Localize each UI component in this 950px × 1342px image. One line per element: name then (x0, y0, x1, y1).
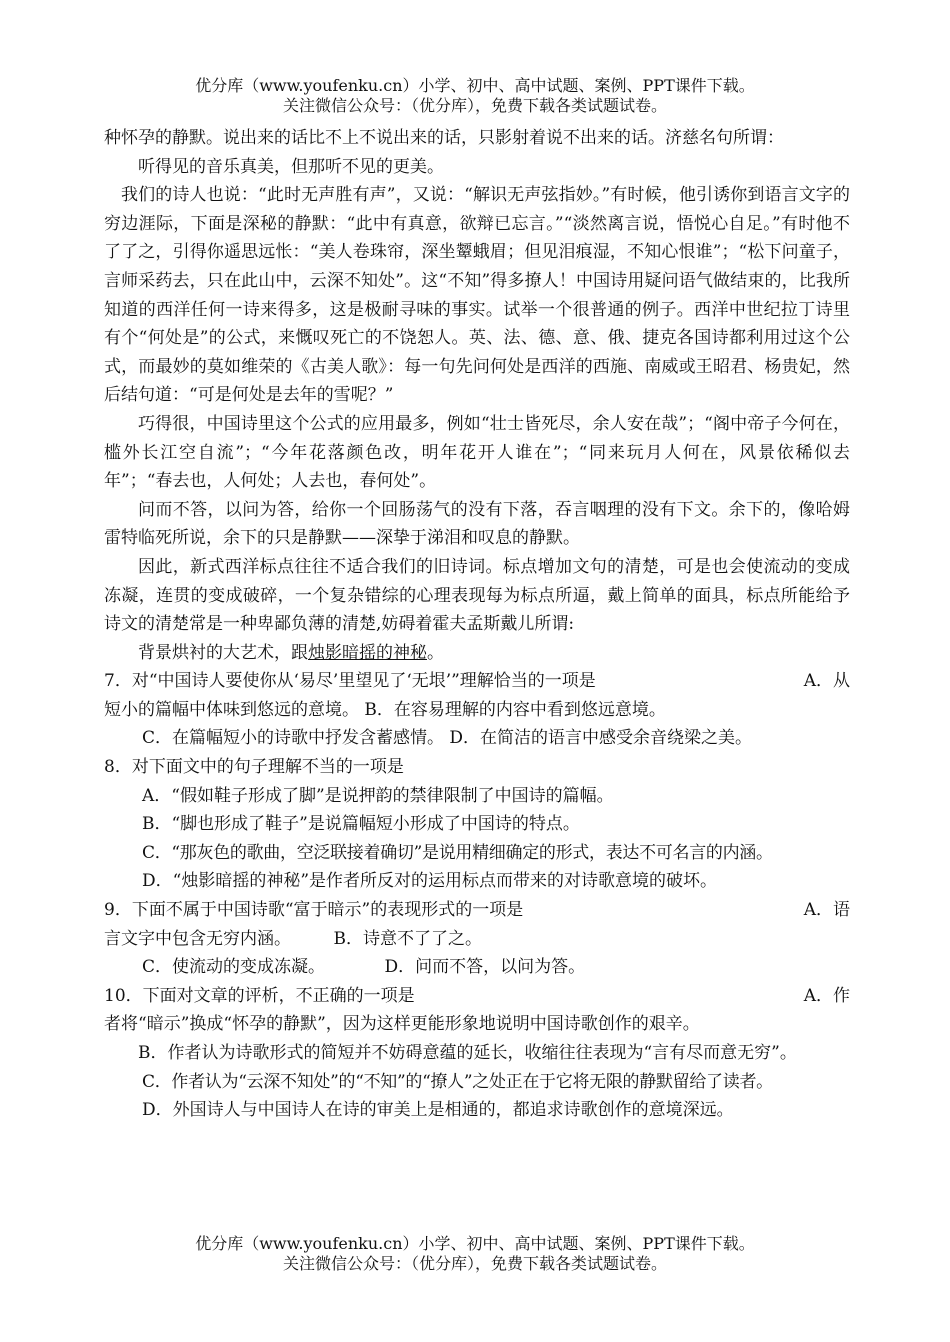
q8-option-d: D．“烛影暗摇的神秘”是作者所反对的运用标点而带来的对诗歌意境的破坏。 (142, 871, 718, 892)
footer-line-1: 优分库（www.youfenku.cn）小学、初中、高中试题、案例、PPT课件下载。 (195, 1234, 755, 1253)
q10-option-d: D．外国诗人与中国诗人在诗的审美上是相通的，都追求诗歌创作的意境深远。 (142, 1100, 734, 1121)
q9-options-line: C．使流动的变成冻凝。 D．问而不答，以问为答。 (142, 957, 586, 978)
header-line-1: 优分库（www.youfenku.cn）小学、初中、高中试题、案例、PPT课件下载。 (195, 76, 755, 95)
underlined-text: 烛影暗摇的神秘 (308, 642, 427, 663)
header-line-2: 关注微信公众号：（优分库），免费下载各类试题试卷。 (282, 96, 667, 115)
q10-stem: 10．下面对文章的评析，不正确的一项是 (104, 985, 415, 1006)
passage-paragraph: 我们的诗人也说：“此时无声胜有声”，又说：“解识无声弦指妙。”有时候，他引诱你到语言文字的穷边涯际，下面是深秘的静默：“此中有真意，欲辩已忘言。”“淡然离言说，悟悦心自足。”有时他不了了之，引得你遥思远怅：“美人卷珠帘，深坐颦蛾眉；但见泪痕湿，不知心恨谁”；“松下问童子，言师采药去，只在此山中，云深不知处”。这“不知”得多撩人！中国诗用疑问语气做结束的，比我所知道的西洋任何一诗来得多，这是极耐寻味的事实。试举一个很普通的例子。西洋中世纪拉丁诗里有个“何处是”的公式，来慨叹死亡的不饶恕人。英、法、德、意、俄、捷克各国诗都利用过这个公式，而最妙的莫如维荣的《古美人歌》：每一句先问何处是西洋的西施、南威或王昭君、杨贵妃，然后结句道：“可是何处是去年的雪呢？” (104, 185, 850, 406)
q10-option-a-lead: A．作 (803, 985, 850, 1006)
passage-quote (104, 639, 850, 668)
q7-stem: 7．对“中国诗人要使你从‘易尽’里望见了‘无垠’”理解恰当的一项是 (104, 671, 596, 692)
question-9 (104, 896, 850, 925)
q10-option-a-text: 者将“暗示”换成“怀孕的静默”，因为这样更能形象地说明中国诗歌创作的艰辛。 (104, 1014, 700, 1035)
q7-option-a-lead: A．从 (803, 671, 850, 692)
quote-text: 背景烘衬的大艺术，跟 (138, 642, 308, 663)
q8-stem: 8．对下面文中的句子理解不当的一项是 (104, 757, 404, 778)
question-7 (104, 667, 850, 696)
passage-paragraph: 问而不答，以问为答，给你一个回肠荡气的没有下落，吞言咽理的没有下文。余下的，像哈姆雷特临死所说，余下的只是静默——深挚于涕泪和叹息的静默。 (104, 499, 850, 549)
q8-option-b: B．“脚也形成了鞋子”是说篇幅短小形成了中国诗的特点。 (142, 814, 580, 835)
q10-option-b: B．作者认为诗歌形式的简短并不妨碍意蕴的延长，收缩往往表现为“言有尽而意无穷”。 (138, 1043, 797, 1063)
page-footer (0, 1234, 950, 1274)
passage-paragraph: 巧得很，中国诗里这个公式的应用最多，例如“壮士皆死尽，余人安在哉”；“阁中帝子今何在，槛外长江空自流”；“今年花落颜色改，明年花开人谁在”；“同来玩月人何在，风景依稀似去年”；“春去也，人何处；人去也，春何处”。 (104, 413, 850, 492)
q8-option-a: A．“假如鞋子形成了脚”是说押韵的禁律限制了中国诗的篇幅。 (142, 785, 614, 806)
q9-option-a-lead: A．语 (803, 900, 850, 921)
passage-paragraph: 因此，新式西洋标点往往不适合我们的旧诗词。标点增加文句的清楚，可是也会使流动的变成冻凝，连贯的变成破碎，一个复杂错综的心理表现每为标点所逼，戴上简单的面具，标点所能给予诗文的清楚常是一种卑鄙负薄的清楚,妨碍着霍夫孟斯戴儿所谓: (104, 556, 850, 635)
passage-paragraph: 种怀孕的静默。说出来的话比不上不说出来的话，只影射着说不出来的话。济慈名句所谓： (104, 128, 784, 148)
q9-options-line: 言文字中包含无穷内涵。 B．诗意不了了之。 (104, 928, 482, 949)
q7-options-line: 短小的篇幅中体味到悠远的意境。 B．在容易理解的内容中看到悠远意境。 (104, 699, 666, 720)
q8-option-c: C．“那灰色的歌曲，空泛联接着确切”是说用精细确定的形式，表达不可名言的内涵。 (142, 842, 773, 863)
document-body (104, 124, 850, 1125)
passage-quote: 听得见的音乐真美，但那听不见的更美。 (138, 156, 444, 177)
q9-stem: 9．下面不属于中国诗歌“富于暗示”的表现形式的一项是 (104, 900, 524, 921)
quote-end: 。 (427, 642, 444, 663)
q10-option-c: C．作者认为“云深不知处”的“不知”的“撩人”之处正在于它将无限的静默留给了读者。 (142, 1071, 773, 1092)
page-header (0, 76, 950, 116)
footer-line-2: 关注微信公众号：（优分库），免费下载各类试题试卷。 (282, 1254, 667, 1273)
q7-options-line: C．在篇幅短小的诗歌中抒发含蓄感情。 D．在简洁的语言中感受余音绕梁之美。 (142, 728, 753, 749)
question-10 (104, 982, 850, 1011)
